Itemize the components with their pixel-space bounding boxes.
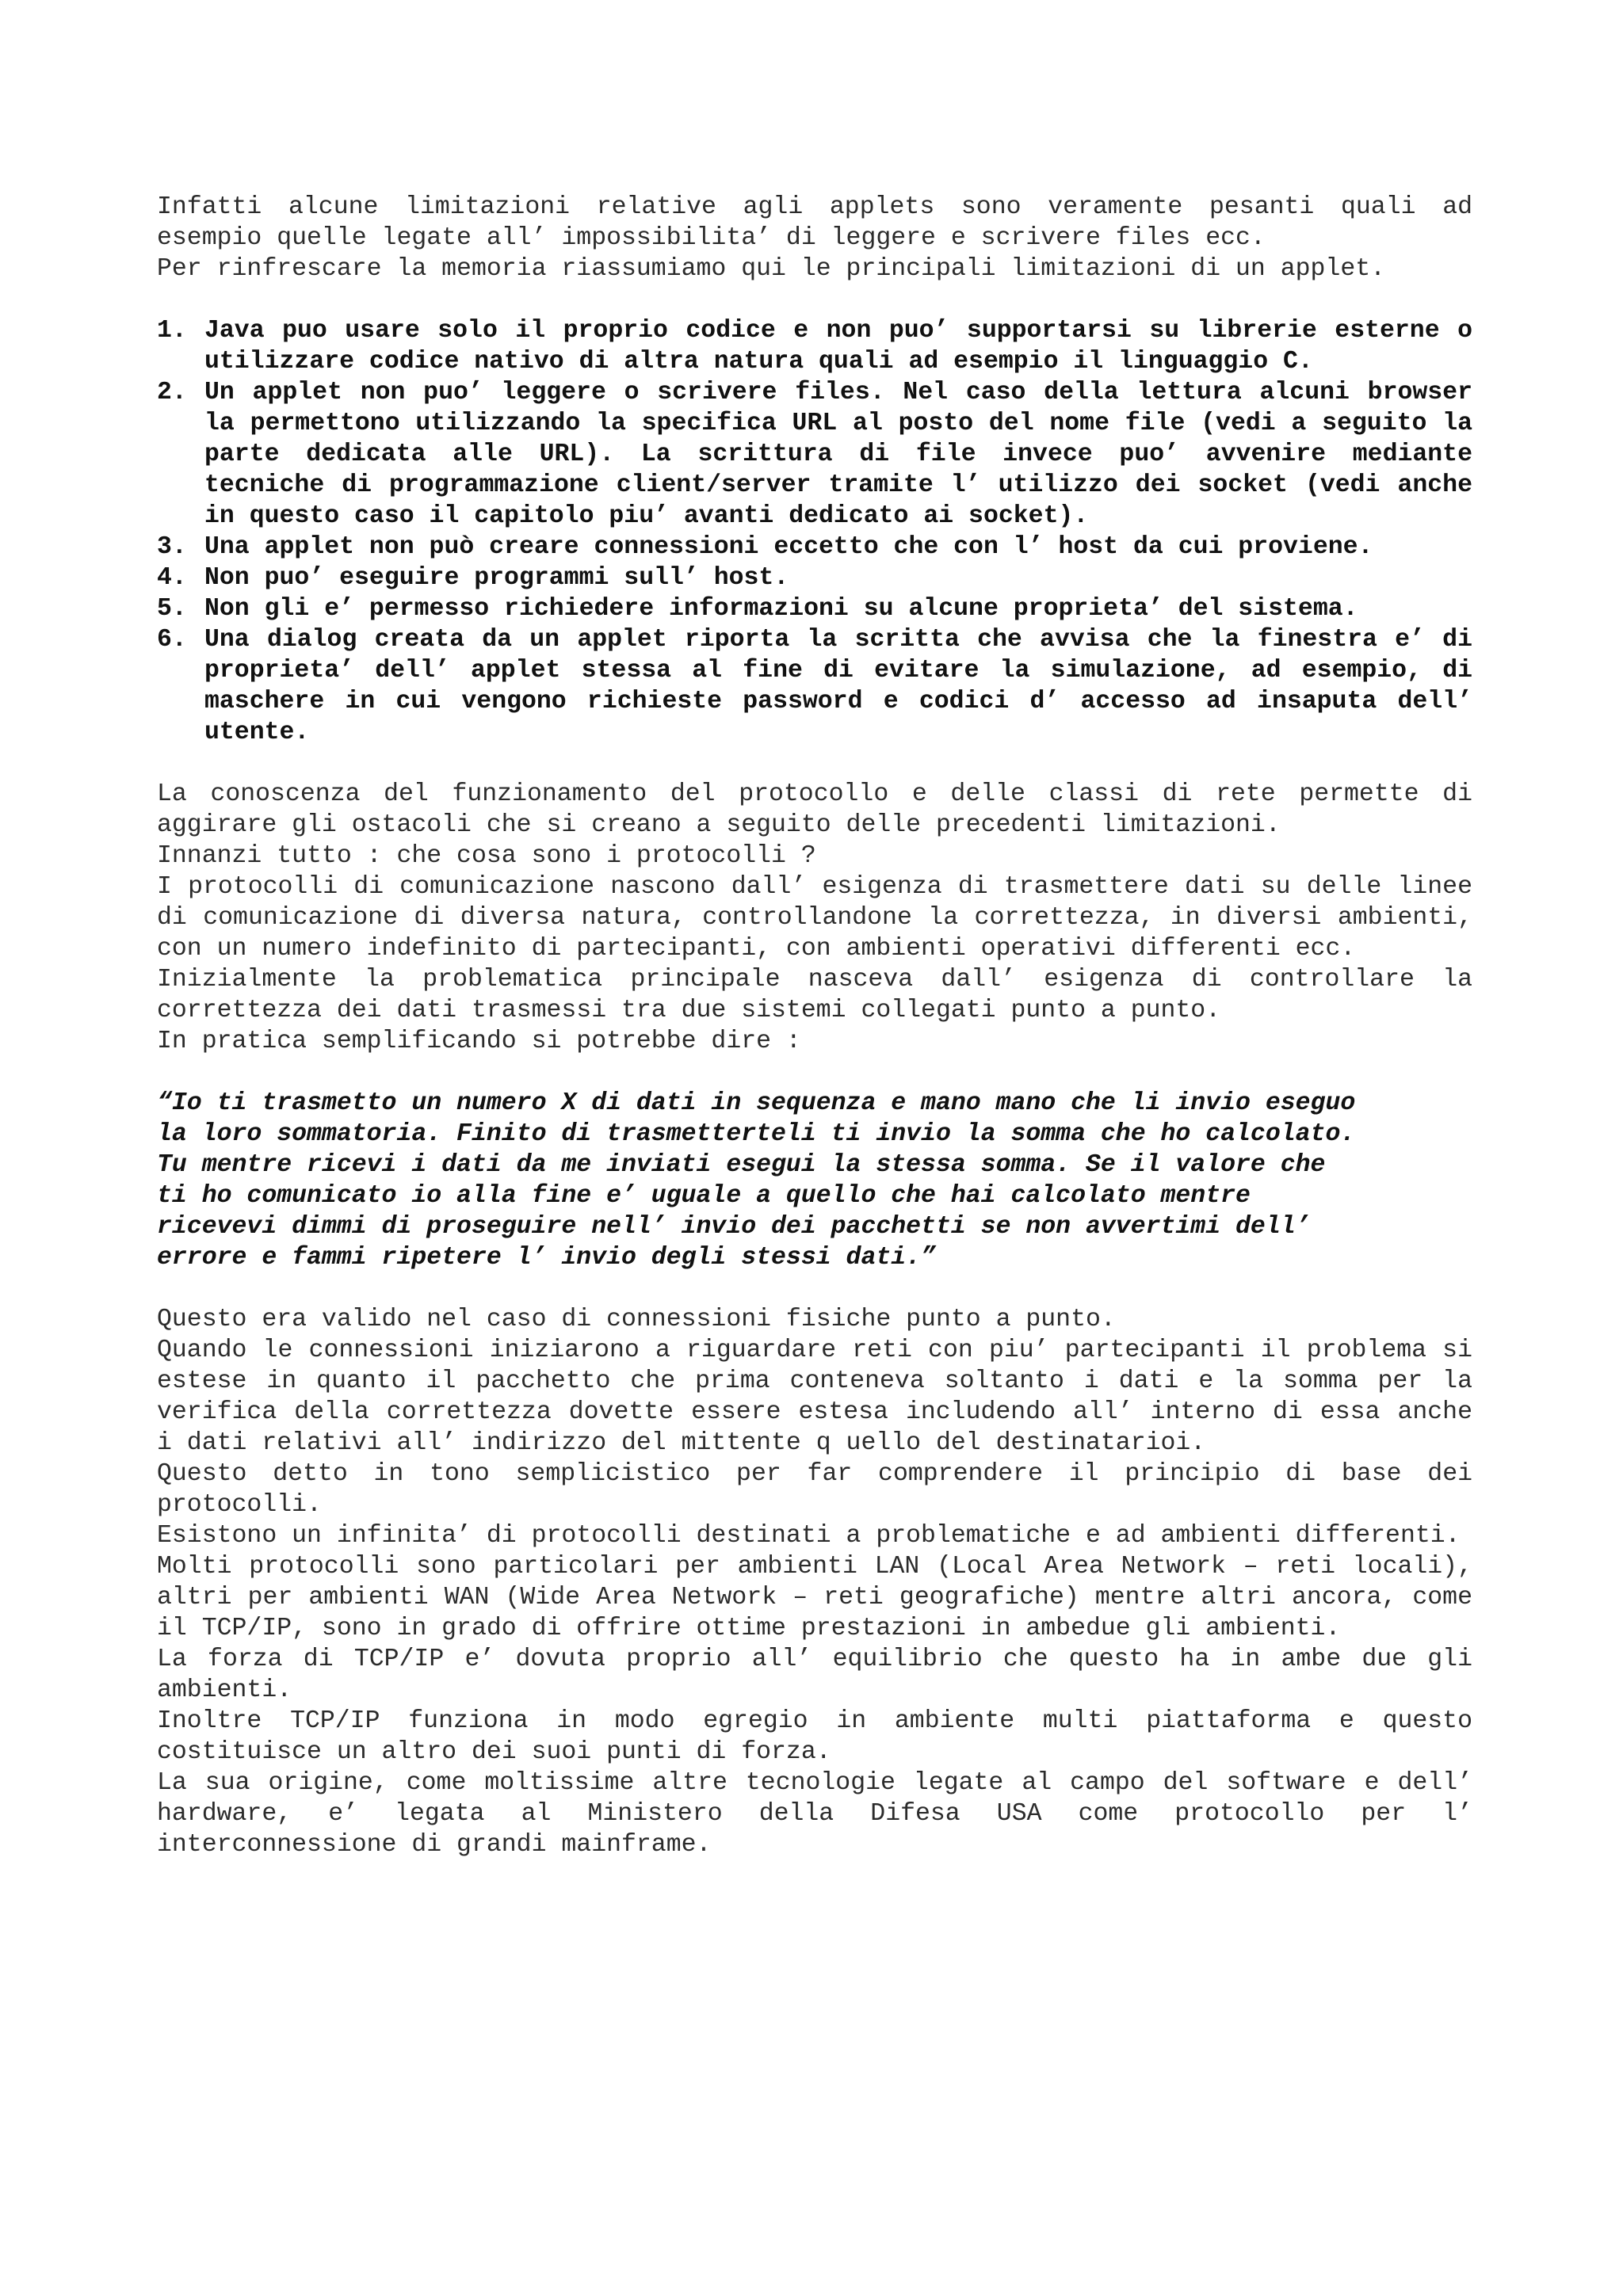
list-item	[157, 624, 1472, 748]
spacer	[157, 1273, 1472, 1304]
applet-limitations-list	[157, 315, 1472, 748]
list-item-text: Una applet non può creare connessioni eccetto che con l’ host da cui proviene.	[204, 533, 1373, 561]
body-paragraph: Questo detto in tono semplicistico per far comprendere il principio di base dei protocolli.	[157, 1460, 1472, 1519]
body-paragraph: La conoscenza del funzionamento del protocollo e delle classi di rete permette di aggirare gli ostacoli che si creano a seguito delle precedenti limitazioni.	[157, 780, 1472, 839]
body-paragraph: I protocolli di comunicazione nascono dall’ esigenza di trasmettere dati su delle linee di comunicazione di diversa natura, controllandone la correttezza, in diversi ambienti, con un numero indefinito di partecipanti, con ambienti operativi differenti ecc.	[157, 873, 1472, 963]
body-paragraph: Innanzi tutto : che cosa sono i protocolli ?	[157, 842, 816, 870]
list-item	[157, 593, 1472, 624]
list-item-number: 2.	[157, 379, 187, 406]
document-page	[157, 192, 1472, 1860]
list-item	[157, 377, 1472, 532]
list-item-number: 4.	[157, 564, 187, 592]
list-item-text: Java puo usare solo il proprio codice e non puo’ supportarsi su librerie esterne o utilizzare codice nativo di altra natura quali ad esempio il linguaggio C.	[204, 317, 1472, 376]
list-item	[157, 315, 1472, 377]
list-item	[157, 563, 1472, 593]
list-item-number: 5.	[157, 595, 187, 623]
list-item-text: Un applet non puo’ leggere o scrivere files. Nel caso della lettura alcuni browser la permettono utilizzando la specifica URL al posto del nome file (vedi a seguito la parte dedicata alle URL). La scrittura di file invece puo’ avvenire mediante tecniche di programmazione client/server tramite l’ utilizzo dei socket (vedi anche in questo caso il capitolo piu’ avanti dedicato ai socket).	[204, 379, 1472, 530]
list-item-text: Non puo’ eseguire programmi sull’ host.	[204, 564, 789, 592]
spacer	[157, 748, 1472, 779]
body-paragraph: Inoltre TCP/IP funziona in modo egregio in ambiente multi piattaforma e questo costituisce un altro dei suoi punti di forza.	[157, 1707, 1472, 1766]
body-paragraph: Esistono un infinita’ di protocolli destinati a problematiche e ad ambienti differenti.	[157, 1522, 1461, 1550]
body-paragraph: Molti protocolli sono particolari per ambienti LAN (Local Area Network – reti locali), altri per ambienti WAN (Wide Area Network – reti geografiche) mentre altri ancora, come il TCP/IP, sono in grado di offrire ottime prestazioni in ambedue gli ambienti.	[157, 1553, 1472, 1642]
intro-paragraph: Per rinfrescare la memoria riassumiamo qui le principali limitazioni di un applet.	[157, 255, 1386, 283]
body-paragraph: La sua origine, come moltissime altre tecnologie legate al campo del software e dell’ hardware, e’ legata al Ministero della Difesa USA come protocollo per l’ interconnessione di grandi mainframe.	[157, 1769, 1472, 1859]
body-paragraph: Inizialmente la problematica principale nasceva dall’ esigenza di controllare la correttezza dei dati trasmessi tra due sistemi collegati punto a punto.	[157, 966, 1472, 1024]
body-paragraph: In pratica semplificando si potrebbe dire :	[157, 1028, 801, 1055]
intro-paragraph: Infatti alcune limitazioni relative agli applets sono veramente pesanti quali ad esempio quelle legate all’ impossibilita’ di leggere e scrivere files ecc.	[157, 193, 1472, 252]
list-item-number: 3.	[157, 533, 187, 561]
list-item-text: Non gli e’ permesso richiedere informazioni su alcune proprieta’ del sistema.	[204, 595, 1358, 623]
list-item-number: 1.	[157, 317, 187, 345]
list-item	[157, 532, 1472, 563]
list-item-number: 6.	[157, 626, 187, 654]
spacer	[157, 1057, 1472, 1088]
body-paragraph: Quando le connessioni iniziarono a riguardare reti con piu’ partecipanti il problema si estese in quanto il pacchetto che prima conteneva soltanto i dati e la somma per la verifica della correttezza dovette essere estesa includendo all’ interno di essa anche i dati relativi all’ indirizzo del mittente q uello del destinatarioi.	[157, 1337, 1472, 1457]
spacer	[157, 284, 1472, 315]
body-paragraph: La forza di TCP/IP e’ dovuta proprio all’ equilibrio che questo ha in ambe due gli ambienti.	[157, 1646, 1472, 1704]
list-item-text: Una dialog creata da un applet riporta la scritta che avvisa che la finestra e’ di proprieta’ dell’ applet stessa al fine di evitare la simulazione, ad esempio, di maschere in cui vengono richieste password e codici d’ accesso ad insaputa dell’ utente.	[204, 626, 1472, 746]
quoted-example: “Io ti trasmetto un numero X di dati in sequenza e mano mano che li invio eseguo la loro sommatoria. Finito di trasmetterteli ti invio la somma che ho calcolato. Tu mentre ricevi i dati da me inviati esegui la stessa somma. Se il valore che ti ho comunicato io alla fine e’ uguale a quello che hai calcolato mentre ricevevi dimmi di proseguire nell’ invio dei pacchetti se non avvertimi dell’ errore e fammi ripetere l’ invio degli stessi dati.”	[157, 1089, 1356, 1272]
body-paragraph: Questo era valido nel caso di connessioni fisiche punto a punto.	[157, 1306, 1116, 1333]
